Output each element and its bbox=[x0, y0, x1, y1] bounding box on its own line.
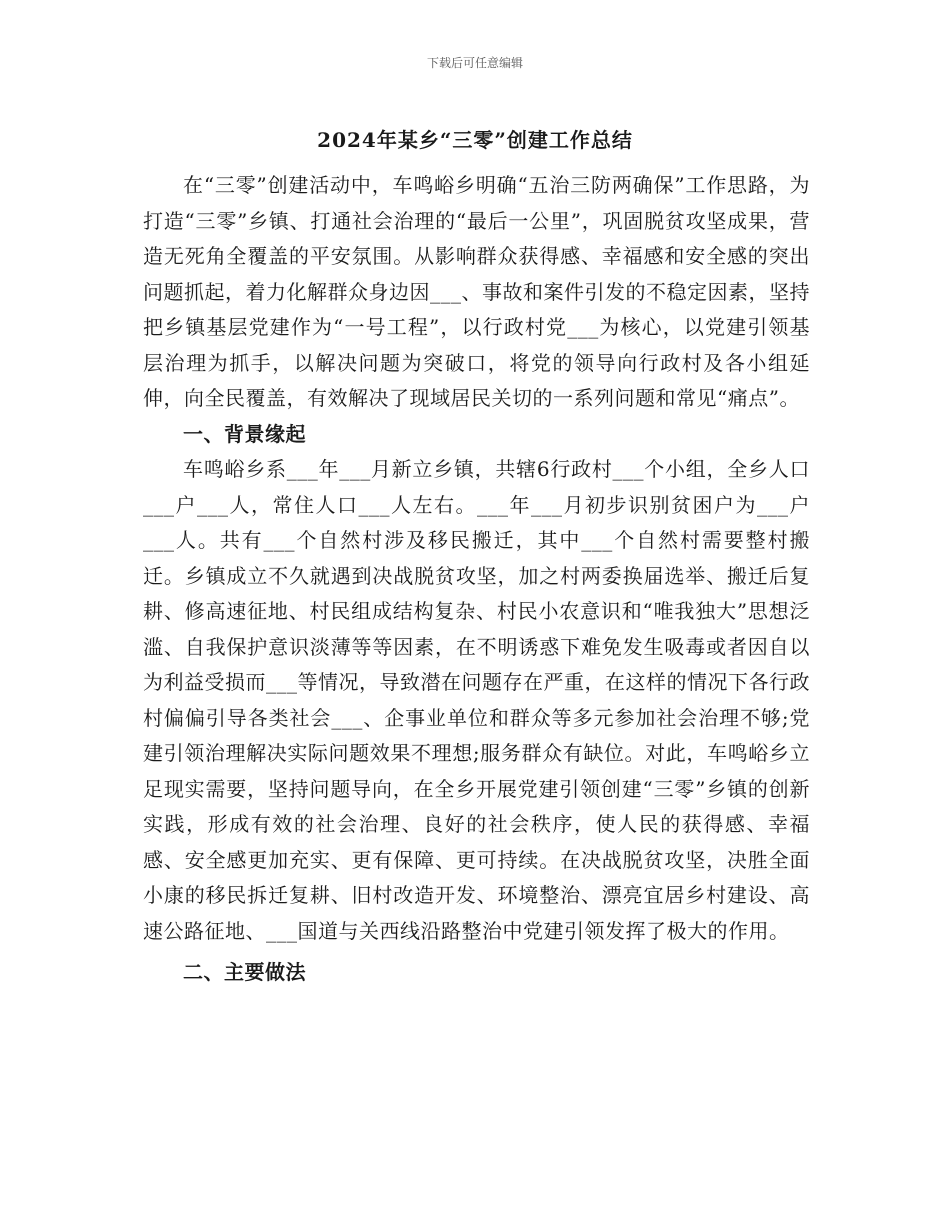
section-2-heading: 二、主要做法 bbox=[183, 960, 306, 984]
section-1-heading: 一、背景缘起 bbox=[183, 421, 306, 446]
header-note: 下载后可任意编辑 bbox=[426, 56, 523, 70]
document-body bbox=[143, 168, 810, 991]
document-title: 2024年某乡“三零”创建工作总结 bbox=[317, 128, 633, 152]
section-1-paragraph: 车鸣峪乡系___年___月新立乡镇，共辖6行政村___个小组，全乡人口___户___人，常住人口___人左右。___年___月初步识别贫困户为___户___人。共有___个自然村涉及移民搬迁，其中___个自然村需要整村搬迁。乡镇成立不久就遇到决战脱贫攻坚，加之村两委换届选举、搬迁后复耕、修高速征地、村民组成结构复杂、村民小农意识和“唯我独大”思想泛滥、自我保护意识淡薄等等因素，在不明诱惑下难免发生吸毒或者因自以为利益受损而___等情况，导致潜在问题存在严重，在这样的情况下各行政村偏偏引导各类社会___、企事业单位和群众等多元参加社会治理不够;党建引领治理解决实际问题效果不理想;服务群众有缺位。对此，车鸣峪乡立足现实需要，坚持问题导向，在全乡开展党建引领创建“三零”乡镇的创新实践，形成有效的社会治理、良好的社会秩序，使人民的获得感、幸福感、安全感更加充实、更有保障、更可持续。在决战脱贫攻坚，决胜全面小康的移民拆迁复耕、旧村改造开发、环境整治、漂亮宜居乡村建设、高速公路征地、___国道与关西线沿路整治中党建引领发挥了极大的作用。 bbox=[143, 457, 810, 943]
intro-paragraph: 在“三零”创建活动中，车鸣峪乡明确“五治三防两确保”工作思路，为打造“三零”乡镇、打通社会治理的“最后一公里”，巩固脱贫攻坚成果，营造无死角全覆盖的平安氛围。从影响群众获得感、幸福感和安全感的突出问题抓起，着力化解群众身边因___、事故和案件引发的不稳定因素，坚持把乡镇基层党建作为“一号工程”，以行政村党___为核心，以党建引领基层治理为抓手，以解决问题为突破口，将党的领导向行政村及各小组延伸，向全民覆盖，有效解决了现域居民关切的一系列问题和常见“痛点”。 bbox=[143, 173, 810, 410]
